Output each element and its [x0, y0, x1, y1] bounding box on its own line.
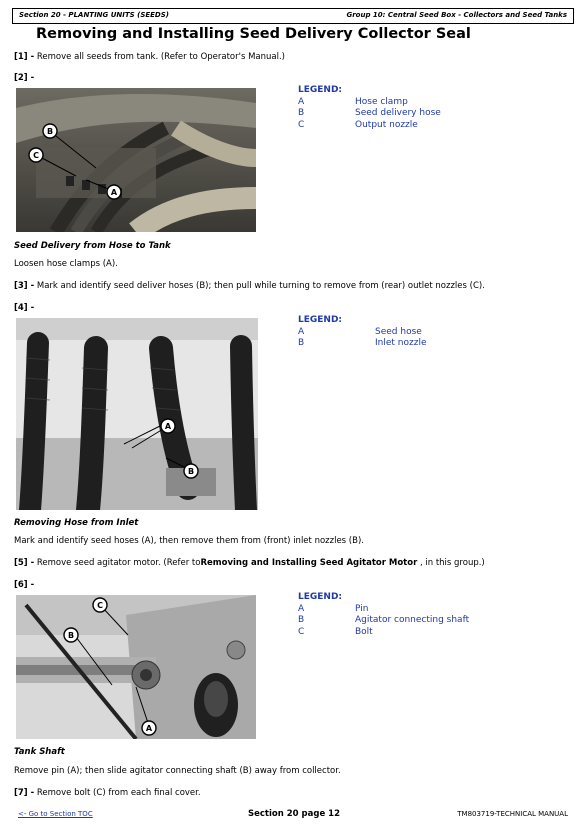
legend-key: A [298, 604, 305, 614]
legend-label: Agitator connecting shaft [355, 615, 470, 625]
footer-page-number: Section 20 page 12 [248, 809, 340, 819]
step-1-text: Remove all seeds from tank. (Refer to Operator's Manual.) [34, 52, 285, 62]
step-5-text-end: , in this group.) [417, 558, 485, 568]
svg-text:B: B [187, 467, 195, 476]
step-7 [14, 788, 201, 798]
figure-3-legend [298, 592, 498, 642]
step-2-number: [2] - [14, 73, 35, 83]
step-5 [14, 558, 485, 568]
figure-1-text: Loosen hose clamps (A). [14, 259, 118, 269]
figure-3-caption: Tank Shaft [14, 747, 65, 757]
step-4-number: [4] - [14, 303, 35, 313]
figure-2-caption: Removing Hose from Inlet [14, 518, 139, 528]
step-5-reference: Removing and Installing Seed Agitator Motor [200, 558, 418, 568]
legend-label: Bolt [355, 627, 373, 637]
step-5-number: [5] - [14, 558, 35, 568]
legend-title: LEGEND: [298, 315, 343, 325]
legend-key: B [298, 108, 305, 118]
svg-text:A: A [110, 188, 118, 197]
svg-text:B: B [46, 127, 54, 136]
figure-2-photo [16, 318, 258, 510]
step-7-number: [7] - [14, 788, 35, 798]
legend-label: Output nozzle [355, 120, 418, 130]
legend-title: LEGEND: [298, 592, 343, 602]
legend-key: B [298, 615, 305, 625]
legend-key: A [298, 97, 305, 107]
svg-text:A: A [145, 724, 153, 733]
legend-key: B [298, 338, 305, 348]
legend-label: Inlet nozzle [375, 338, 427, 348]
header-section: Section 20 - PLANTING UNITS (SEEDS) [19, 11, 169, 19]
figure-1-photo [16, 88, 256, 232]
step-3 [14, 281, 485, 291]
legend-key: C [298, 120, 305, 130]
svg-text:C: C [33, 151, 39, 160]
callout-c [29, 148, 43, 162]
page-header [12, 8, 574, 24]
legend-label: Seed hose [375, 327, 422, 337]
callout-a [161, 419, 175, 433]
legend-label: Hose clamp [355, 97, 408, 107]
callout-a [142, 721, 156, 735]
legend-label: Pin [355, 604, 369, 614]
figure-2-legend [298, 315, 498, 355]
callout-b [64, 628, 78, 642]
step-5-text: Remove seed agitator motor. (Refer to [34, 558, 201, 568]
step-1-number: [1] - [14, 52, 35, 62]
figure-3-photo [16, 595, 256, 739]
header-group: Group 10: Central Seed Box - Collectors and Seed Tanks [346, 11, 567, 19]
page-title: Removing and Installing Seed Delivery Collector Seal [36, 26, 471, 42]
step-7-text: Remove bolt (C) from each final cover. [34, 788, 201, 798]
step-4 [14, 303, 34, 313]
callout-a [107, 185, 121, 199]
step-6-number: [6] - [14, 580, 35, 590]
footer-manual-id: TM803719-TECHNICAL MANUAL [457, 810, 568, 818]
step-3-number: [3] - [14, 281, 35, 291]
svg-text:C: C [97, 601, 103, 610]
figure-3-text: Remove pin (A); then slide agitator connecting shaft (B) away from collector. [14, 766, 341, 776]
figure-2-text: Mark and identify seed hoses (A), then remove them from (front) inlet nozzles (B). [14, 536, 364, 546]
svg-text:B: B [67, 631, 75, 640]
callout-b [184, 464, 198, 478]
callout-c [93, 598, 107, 612]
svg-text:A: A [164, 422, 172, 431]
legend-key: C [298, 627, 305, 637]
figure-1-legend [298, 85, 498, 135]
legend-label: Seed delivery hose [355, 108, 441, 118]
legend-title: LEGEND: [298, 85, 343, 95]
step-2 [14, 73, 34, 83]
step-6 [14, 580, 34, 590]
figure-1-caption: Seed Delivery from Hose to Tank [14, 241, 171, 251]
step-1 [14, 52, 285, 62]
legend-key: A [298, 327, 305, 337]
go-to-section-toc-link[interactable]: <- Go to Section TOC [18, 810, 93, 818]
page-footer [0, 806, 584, 824]
callout-b [43, 124, 57, 138]
step-3-text: Mark and identify seed deliver hoses (B); then pull while turning to remove from (rear) outlet nozzles (C). [34, 281, 485, 291]
